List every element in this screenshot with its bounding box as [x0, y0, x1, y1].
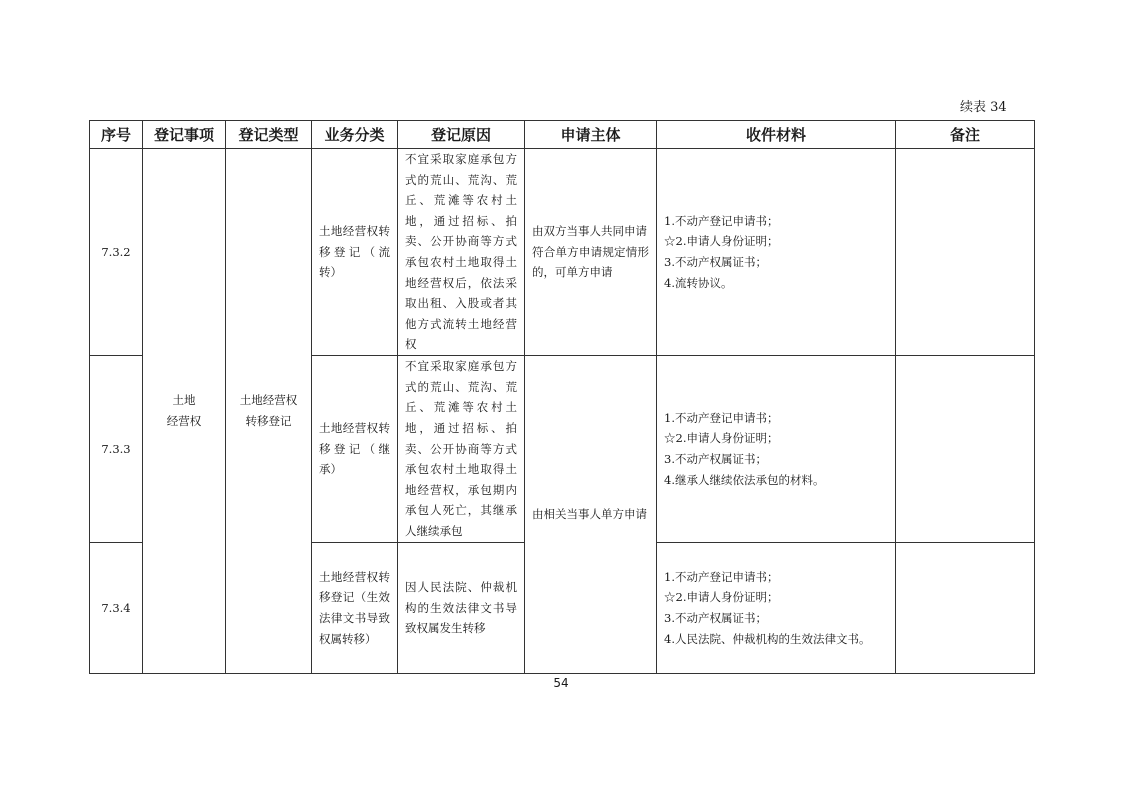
- registration-item-line: 土地: [172, 393, 196, 408]
- applicant-line: 符合单方申请规定情形的，可单方申请: [532, 244, 649, 280]
- table-row: [90, 149, 1035, 356]
- material-item: ☆2.申请人身份证明；: [664, 234, 779, 249]
- applicant: [525, 355, 657, 673]
- material-item: ☆2.申请人身份证明；: [664, 431, 779, 446]
- registration-item: [143, 149, 226, 674]
- registration-type: [226, 149, 312, 674]
- row-number: 7.3.2: [90, 149, 143, 356]
- material-item: 1.不动产登记申请书；: [664, 410, 779, 425]
- header-cell-applicant: 申请主体: [525, 121, 657, 149]
- materials: [657, 355, 896, 542]
- material-item: 3.不动产权属证书；: [664, 610, 767, 625]
- header-cell-reason: 登记原因: [398, 121, 525, 149]
- material-item: 3.不动产权属证书；: [664, 254, 767, 269]
- material-item: 3.不动产权属证书；: [664, 451, 767, 466]
- business-category: 土地经营权转移登记（流转）: [312, 149, 398, 356]
- registration-item-line: 经营权: [166, 413, 202, 428]
- material-item: 1.不动产登记申请书；: [664, 213, 779, 228]
- registration-type-line: 转移登记: [245, 413, 292, 428]
- material-item: 4.人民法院、仲裁机构的生效法律文书。: [664, 631, 871, 646]
- registration-reason: 不宜采取家庭承包方式的荒山、荒沟、荒丘、荒滩等农村土地，通过招标、拍卖、公开协商等方式承包农村土地取得土地经营权后，依法采取出租、入股或者其他方式流转土地经营权: [398, 149, 525, 356]
- header-cell-materials: 收件材料: [657, 121, 896, 149]
- remark: [896, 542, 1035, 673]
- header-row: [90, 121, 1035, 149]
- business-category: 土地经营权转移登记（生效法律文书导致权属转移）: [312, 542, 398, 673]
- applicant: [525, 149, 657, 356]
- material-item: 1.不动产登记申请书；: [664, 569, 779, 584]
- table-caption: 续表 34: [960, 100, 1007, 115]
- registration-reason: 不宜采取家庭承包方式的荒山、荒沟、荒丘、荒滩等农村土地，通过招标、拍卖、公开协商等方式承包农村土地取得土地经营权，承包期内承包人死亡，其继承人继续承包: [398, 355, 525, 542]
- remark: [896, 149, 1035, 356]
- header-cell-type: 登记类型: [226, 121, 312, 149]
- material-item: 4.继承人继续依法承包的材料。: [664, 472, 825, 487]
- remark: [896, 355, 1035, 542]
- applicant-line: 由相关当事人单方申请: [532, 507, 647, 522]
- header-cell-business: 业务分类: [312, 121, 398, 149]
- materials: [657, 542, 896, 673]
- header-cell-remark: 备注: [896, 121, 1035, 149]
- registration-reason: 因人民法院、仲裁机构的生效法律文书导致权属发生转移: [398, 542, 525, 673]
- registration-type-line: 土地经营权: [239, 393, 298, 408]
- material-item: 4.流转协议。: [664, 275, 733, 290]
- applicant-line: 由双方当事人共同申请: [532, 224, 647, 239]
- row-number: 7.3.4: [90, 542, 143, 673]
- row-number: 7.3.3: [90, 355, 143, 542]
- registration-table: [89, 120, 1035, 674]
- header-cell-item: 登记事项: [143, 121, 226, 149]
- business-category: 土地经营权转移登记（继承）: [312, 355, 398, 542]
- header-cell-no: 序号: [90, 121, 143, 149]
- material-item: ☆2.申请人身份证明；: [664, 590, 779, 605]
- materials: [657, 149, 896, 356]
- page-number: 54: [553, 676, 569, 690]
